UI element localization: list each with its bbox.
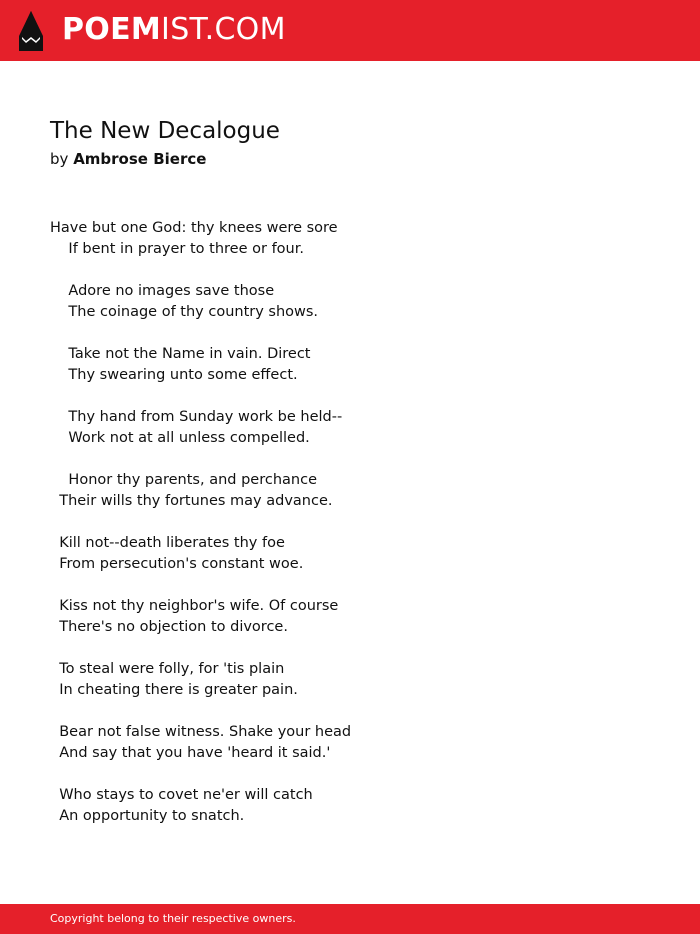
- poem-author: Ambrose Bierce: [73, 150, 207, 168]
- poem-line: Take not the Name in vain. Direct: [50, 346, 311, 362]
- poem-line: To steal were folly, for 'tis plain: [50, 661, 285, 677]
- poem-line: [50, 386, 650, 407]
- poem-body: [50, 218, 650, 827]
- logo-bold-text: POEM: [62, 12, 162, 47]
- poem-line: From persecution's constant woe.: [50, 556, 304, 572]
- poem-line: Kiss not thy neighbor's wife. Of course: [50, 598, 339, 614]
- poem-line: In cheating there is greater pain.: [50, 682, 298, 698]
- site-footer: [0, 904, 700, 934]
- poem-line: [50, 764, 650, 785]
- poem-line: Their wills thy fortunes may advance.: [50, 493, 333, 509]
- poem-line: An opportunity to snatch.: [50, 808, 245, 824]
- poem-line: [50, 575, 650, 596]
- poem-byline: [50, 149, 206, 169]
- poem-line: Have but one God: thy knees were sore: [50, 220, 338, 236]
- poem-line: [50, 260, 650, 281]
- poem-line: Thy hand from Sunday work be held--: [50, 409, 343, 425]
- pencil-tip-icon: [18, 10, 44, 52]
- poem-line: Bear not false witness. Shake your head: [50, 724, 352, 740]
- poem-line: Work not at all unless compelled.: [50, 430, 310, 446]
- logo-light-text: IST.COM: [161, 12, 286, 47]
- poem-line: Who stays to covet ne'er will catch: [50, 787, 313, 803]
- poem-line: The coinage of thy country shows.: [50, 304, 319, 320]
- poem-line: Thy swearing unto some effect.: [50, 367, 298, 383]
- poem-line: [50, 701, 650, 722]
- site-logo[interactable]: [62, 12, 286, 48]
- copyright-text: Copyright belong to their respective owners.: [50, 912, 296, 925]
- poem-title: The New Decalogue: [50, 118, 280, 144]
- poem-line: Kill not--death liberates thy foe: [50, 535, 285, 551]
- site-header: [0, 0, 700, 61]
- poem-line: And say that you have 'heard it said.': [50, 745, 331, 761]
- poem-line: [50, 638, 650, 659]
- poem-line: Adore no images save those: [50, 283, 275, 299]
- poem-line: Honor thy parents, and perchance: [50, 472, 317, 488]
- poem-line: [50, 323, 650, 344]
- poem-line: If bent in prayer to three or four.: [50, 241, 304, 257]
- byline-prefix: by: [50, 150, 69, 168]
- poem-line: [50, 449, 650, 470]
- poem-line: [50, 512, 650, 533]
- poem-line: There's no objection to divorce.: [50, 619, 288, 635]
